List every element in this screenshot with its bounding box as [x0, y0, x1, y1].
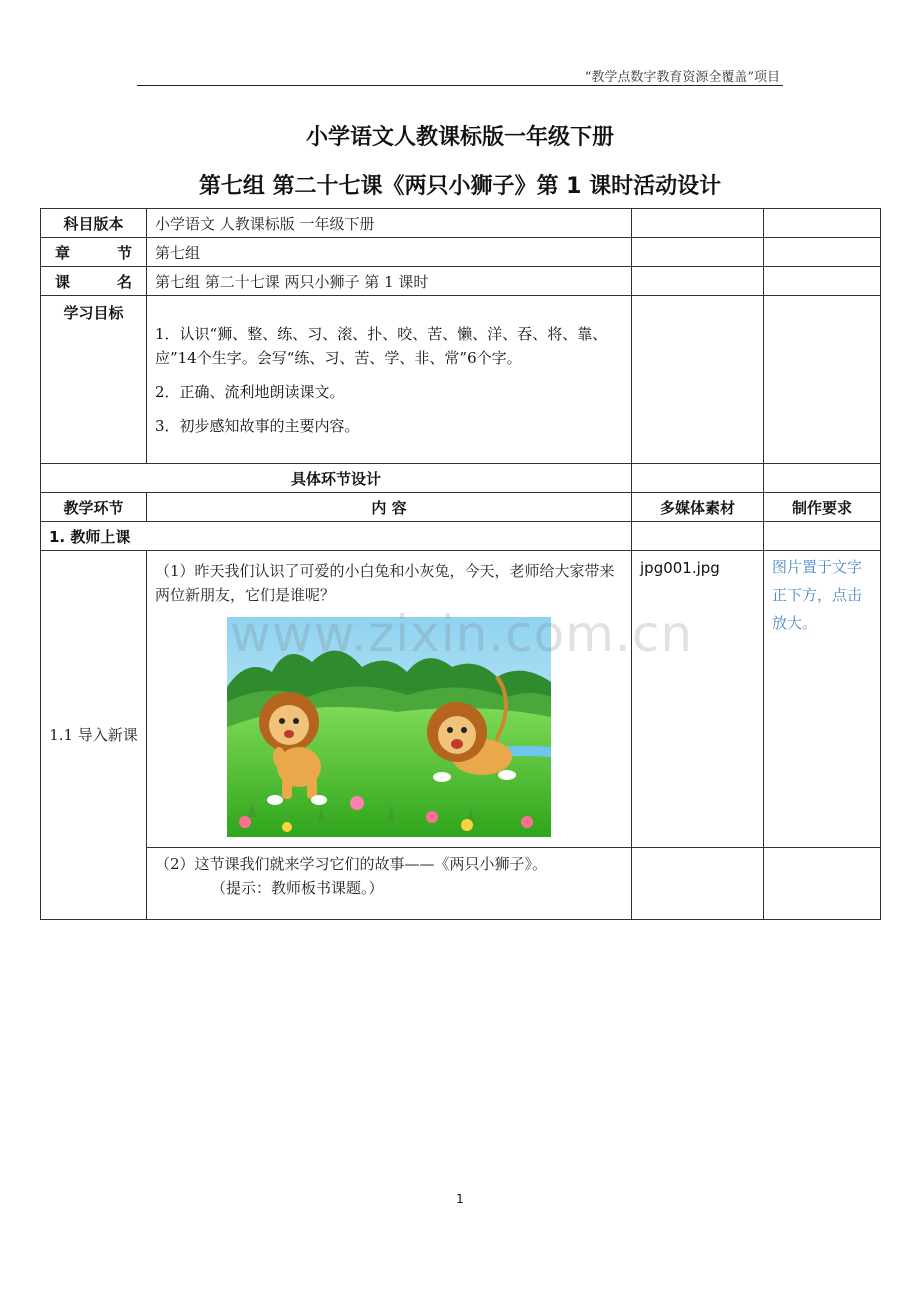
page-subtitle: 第七组 第二十七课《两只小狮子》第 1 课时活动设计: [198, 174, 722, 199]
content-intro-cell: [147, 551, 632, 848]
row-lesson: [41, 267, 881, 296]
lesson-value: 第七组 第二十七课 两只小狮子 第 1 课时: [147, 267, 632, 296]
lesson-label: 课 名: [41, 267, 147, 296]
subject-value: 小学语文 人教课标版 一年级下册: [147, 209, 632, 238]
goal-item: 2．正确、流利地朗读课文。: [155, 382, 345, 401]
row-section-1: [41, 522, 881, 551]
watermark-text: www.zixin.com.cn: [230, 605, 694, 663]
subject-label: 科目版本: [41, 209, 147, 238]
media-file-name: jpg001.jpg: [632, 551, 764, 848]
content-topic-cell: [147, 848, 632, 920]
row-goals: [41, 296, 881, 464]
row-step-1-1a: [41, 551, 881, 848]
header-divider: [137, 85, 783, 86]
content-topic-text: （2）这节课我们就来学习它们的故事——《两只小狮子》。: [155, 855, 548, 873]
content-topic-hint: （提示：教师板书课题。）: [211, 879, 384, 897]
col-header-media: 多媒体素材: [632, 493, 764, 522]
page-number: 1: [456, 1192, 464, 1206]
requirement-note: 图片置于文字正下方，点击放大。: [764, 551, 881, 848]
goals-list: [147, 296, 632, 464]
header-note: “教学点数字教育资源全覆盖”项目: [584, 70, 780, 85]
col-header-requirement: 制作要求: [764, 493, 881, 522]
col-header-content: 内 容: [147, 493, 632, 522]
goal-item: 3．初步感知故事的主要内容。: [155, 416, 360, 435]
chapter-value: 第七组: [147, 238, 632, 267]
step-1-1-label: 1.1 导入新课: [41, 551, 147, 920]
content-intro-text: （1）昨天我们认识了可爱的小白兔和小灰兔，今天，老师给大家带来两位新朋友，它们是谁呢？: [155, 562, 615, 604]
row-design-heading: [41, 464, 881, 493]
page-title: 小学语文人教课标版一年级下册: [305, 125, 614, 150]
goal-item: 1．认识“狮、整、练、习、滚、扑、咬、苦、懒、洋、吞、将、靠、应”14个生字。会写“练、习、苦、学、非、常”6个字。: [155, 324, 608, 367]
lesson-plan-table: [40, 208, 881, 920]
row-step-1-1b: [41, 848, 881, 920]
section-1-title: 1. 教师上课: [41, 522, 632, 551]
row-column-headers: [41, 493, 881, 522]
design-heading: 具体环节设计: [41, 464, 632, 493]
row-subject: [41, 209, 881, 238]
chapter-label: 章 节: [41, 238, 147, 267]
row-chapter: [41, 238, 881, 267]
col-header-step: 教学环节: [41, 493, 147, 522]
goals-label: 学习目标: [41, 296, 147, 464]
